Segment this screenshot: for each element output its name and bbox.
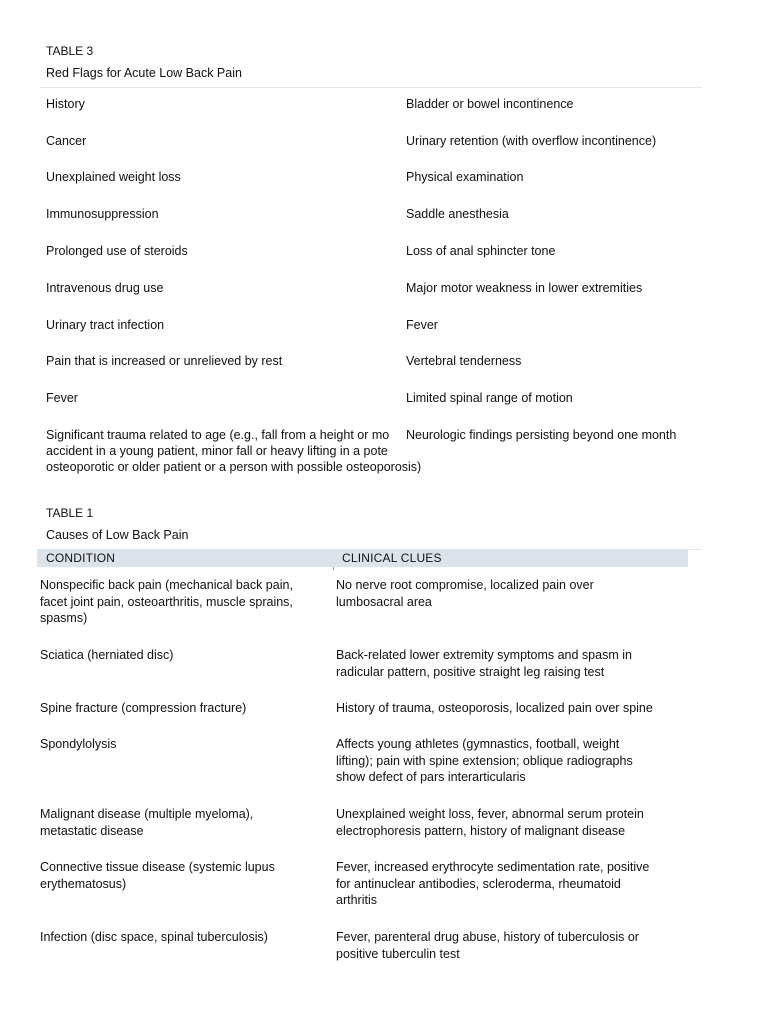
red-flag-trauma-line-2: accident in a young patient, minor fall or heavy lifting in a pote — [46, 444, 388, 458]
red-flag-left-item: Urinary tract infection — [46, 318, 165, 332]
red-flag-trauma-line-3: osteoporotic or older patient or a person with possible osteoporosis) — [46, 460, 422, 474]
red-flag-left-item: Pain that is increased or unrelieved by rest — [46, 354, 283, 368]
table-row-condition: Spondylolysis — [40, 737, 117, 751]
table-row-clinical-clues: No nerve root compromise, localized pain over lumbosacral area — [336, 578, 594, 609]
red-flag-right-item: Major motor weakness in lower extremities — [406, 281, 643, 295]
table-row-condition: Infection (disc space, spinal tuberculosis) — [40, 930, 268, 944]
column-header-clinical-clues: CLINICAL CLUES — [342, 551, 442, 565]
red-flag-right-item: Saddle anesthesia — [406, 207, 509, 221]
red-flag-trauma-line-1: Significant trauma related to age (e.g., fall from a height or mo — [46, 428, 390, 442]
red-flag-left-item: History — [46, 97, 85, 111]
red-flag-left-item: Unexplained weight loss — [46, 170, 181, 184]
table-row-condition: Nonspecific back pain (mechanical back pain, facet joint pain, osteoarthritis, muscle sprains, spasms) — [40, 578, 293, 625]
red-flag-right-item: Limited spinal range of motion — [406, 391, 573, 405]
red-flag-right-item: Bladder or bowel incontinence — [406, 97, 574, 111]
red-flag-left-item: Prolonged use of steroids — [46, 244, 188, 258]
table-3-title: Red Flags for Acute Low Back Pain — [46, 66, 242, 80]
table-row-condition: Spine fracture (compression fracture) — [40, 701, 247, 715]
red-flag-right-item: Urinary retention (with overflow incontinence) — [406, 134, 657, 148]
table-row-condition: Malignant disease (multiple myeloma), metastatic disease — [40, 807, 254, 838]
red-flag-right-item: Physical examination — [406, 170, 524, 184]
table-1-label: TABLE 1 — [46, 506, 94, 520]
red-flag-right-item: Loss of anal sphincter tone — [406, 244, 556, 258]
red-flag-left-item: Immunosuppression — [46, 207, 159, 221]
table-row-clinical-clues: Back-related lower extremity symptoms and spasm in radicular pattern, positive straight leg raising test — [336, 648, 632, 679]
red-flag-left-item: Cancer — [46, 134, 87, 148]
table-row-clinical-clues: Fever, increased erythrocyte sedimentation rate, positive for antinuclear antibodies, scleroderma, rheumatoid arthritis — [336, 860, 650, 907]
red-flag-neurologic: Neurologic findings persisting beyond one month — [406, 428, 677, 442]
column-header-condition: CONDITION — [46, 551, 116, 565]
table-row-clinical-clues: History of trauma, osteoporosis, localized pain over spine — [336, 701, 653, 715]
table-row-clinical-clues: Unexplained weight loss, fever, abnormal serum protein electrophoresis pattern, history of malignant disease — [336, 807, 644, 838]
table-1-header-rule — [688, 549, 702, 550]
red-flag-left-item: Fever — [46, 391, 78, 405]
table-3-rule — [40, 87, 702, 88]
red-flag-right-item: Fever — [406, 318, 438, 332]
table-3-label: TABLE 3 — [46, 44, 94, 58]
red-flag-left-item: Intravenous drug use — [46, 281, 164, 295]
table-row-condition: Connective tissue disease (systemic lupus erythematosus) — [40, 860, 275, 891]
table-row-clinical-clues: Affects young athletes (gymnastics, football, weight lifting); pain with spine extension; oblique radiographs show defect of pars interarticularis — [336, 737, 633, 784]
table-row-clinical-clues: Fever, parenteral drug abuse, history of tuberculosis or positive tuberculin test — [336, 930, 639, 961]
table-1-title: Causes of Low Back Pain — [46, 528, 189, 542]
column-divider-tick — [333, 567, 334, 570]
table-row-condition: Sciatica (herniated disc) — [40, 648, 174, 662]
red-flag-right-item: Vertebral tenderness — [406, 354, 522, 368]
